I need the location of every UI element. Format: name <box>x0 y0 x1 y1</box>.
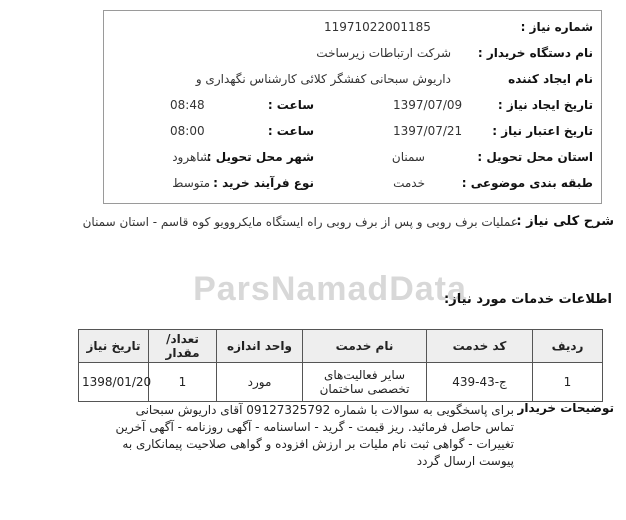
header-service-code: کد خدمت <box>427 330 533 363</box>
province-label: استان محل تحویل : <box>477 150 593 164</box>
created-date-value: 1397/07/09 <box>393 98 463 112</box>
city-value: شاهرود <box>172 150 210 164</box>
cell-quantity: 1 <box>149 363 217 402</box>
created-time-label: ساعت : <box>267 98 314 112</box>
services-section-title: اطلاعات خدمات مورد نیاز: <box>444 292 612 307</box>
header-quantity: تعداد/ مقدار <box>149 330 217 363</box>
validity-time-value: 08:00 <box>170 124 205 138</box>
services-table <box>78 329 603 402</box>
buyer-notes-text: برای پاسخگویی به سوالات با شماره 09127325792 آقای داریوش سبحانی تماس حاصل فرمائید. ریز قیمت - گرید - اساسنامه - آگهی روزنامه - آگهی آخرین تغییرات - گواهی ثبت نام ملیات بر ارزش افزوده و گواهی صلاحیت پیمانکاری به پیوست ارسال گردد <box>115 403 514 468</box>
created-date-label: تاریخ ایجاد نیاز : <box>497 98 593 112</box>
cell-service-code: ج-43-439 <box>427 363 533 402</box>
watermark-logo: ParsNamadData <box>193 270 467 308</box>
cell-unit: مورد <box>217 363 303 402</box>
services-table-header-row <box>79 330 603 363</box>
cell-row-number: 1 <box>533 363 603 402</box>
creator-label: نام ایجاد کننده <box>508 72 593 86</box>
category-value: خدمت <box>393 176 425 190</box>
cell-service-name: سایر فعالیت‌های تخصصی ساختمان <box>303 363 427 402</box>
process-value: متوسط <box>172 176 210 190</box>
city-label: شهر محل تحویل : <box>206 150 314 164</box>
created-time-value: 08:48 <box>170 98 205 112</box>
process-label: نوع فرآیند خرید : <box>213 176 314 190</box>
header-unit: واحد اندازه <box>217 330 303 363</box>
buyer-org-value: شرکت ارتباطات زیرساخت <box>316 46 451 60</box>
validity-time-label: ساعت : <box>267 124 314 138</box>
header-need-date: تاریخ نیاز <box>79 330 149 363</box>
need-info-box <box>103 10 602 204</box>
validity-date-value: 1397/07/21 <box>393 124 463 138</box>
buyer-org-label: نام دستگاه خریدار : <box>477 46 593 60</box>
need-number-label: شماره نیاز : <box>520 20 593 34</box>
creator-value: داریوش سبحانی کفشگر کلائی کارشناس نگهداری و <box>195 72 451 86</box>
header-row-number: ردیف <box>533 330 603 363</box>
province-value: سمنان <box>391 150 425 164</box>
summary-label: شرح کلی نیاز : <box>516 214 614 229</box>
validity-date-label: تاریخ اعتبار نیاز : <box>492 124 593 138</box>
cell-need-date: 1398/01/20 <box>79 363 149 402</box>
table-row <box>79 363 603 402</box>
category-label: طبقه بندی موضوعی : <box>461 176 593 190</box>
need-number-value: 11971022001185 <box>324 20 431 34</box>
header-service-name: نام خدمت <box>303 330 427 363</box>
summary-value: عملیات برف روبی و پس از برف روبی راه ایستگاه مایکروویو کوه قاسم - استان سمنان <box>82 215 518 229</box>
buyer-notes-label: توضیحات خریدار <box>517 401 614 415</box>
